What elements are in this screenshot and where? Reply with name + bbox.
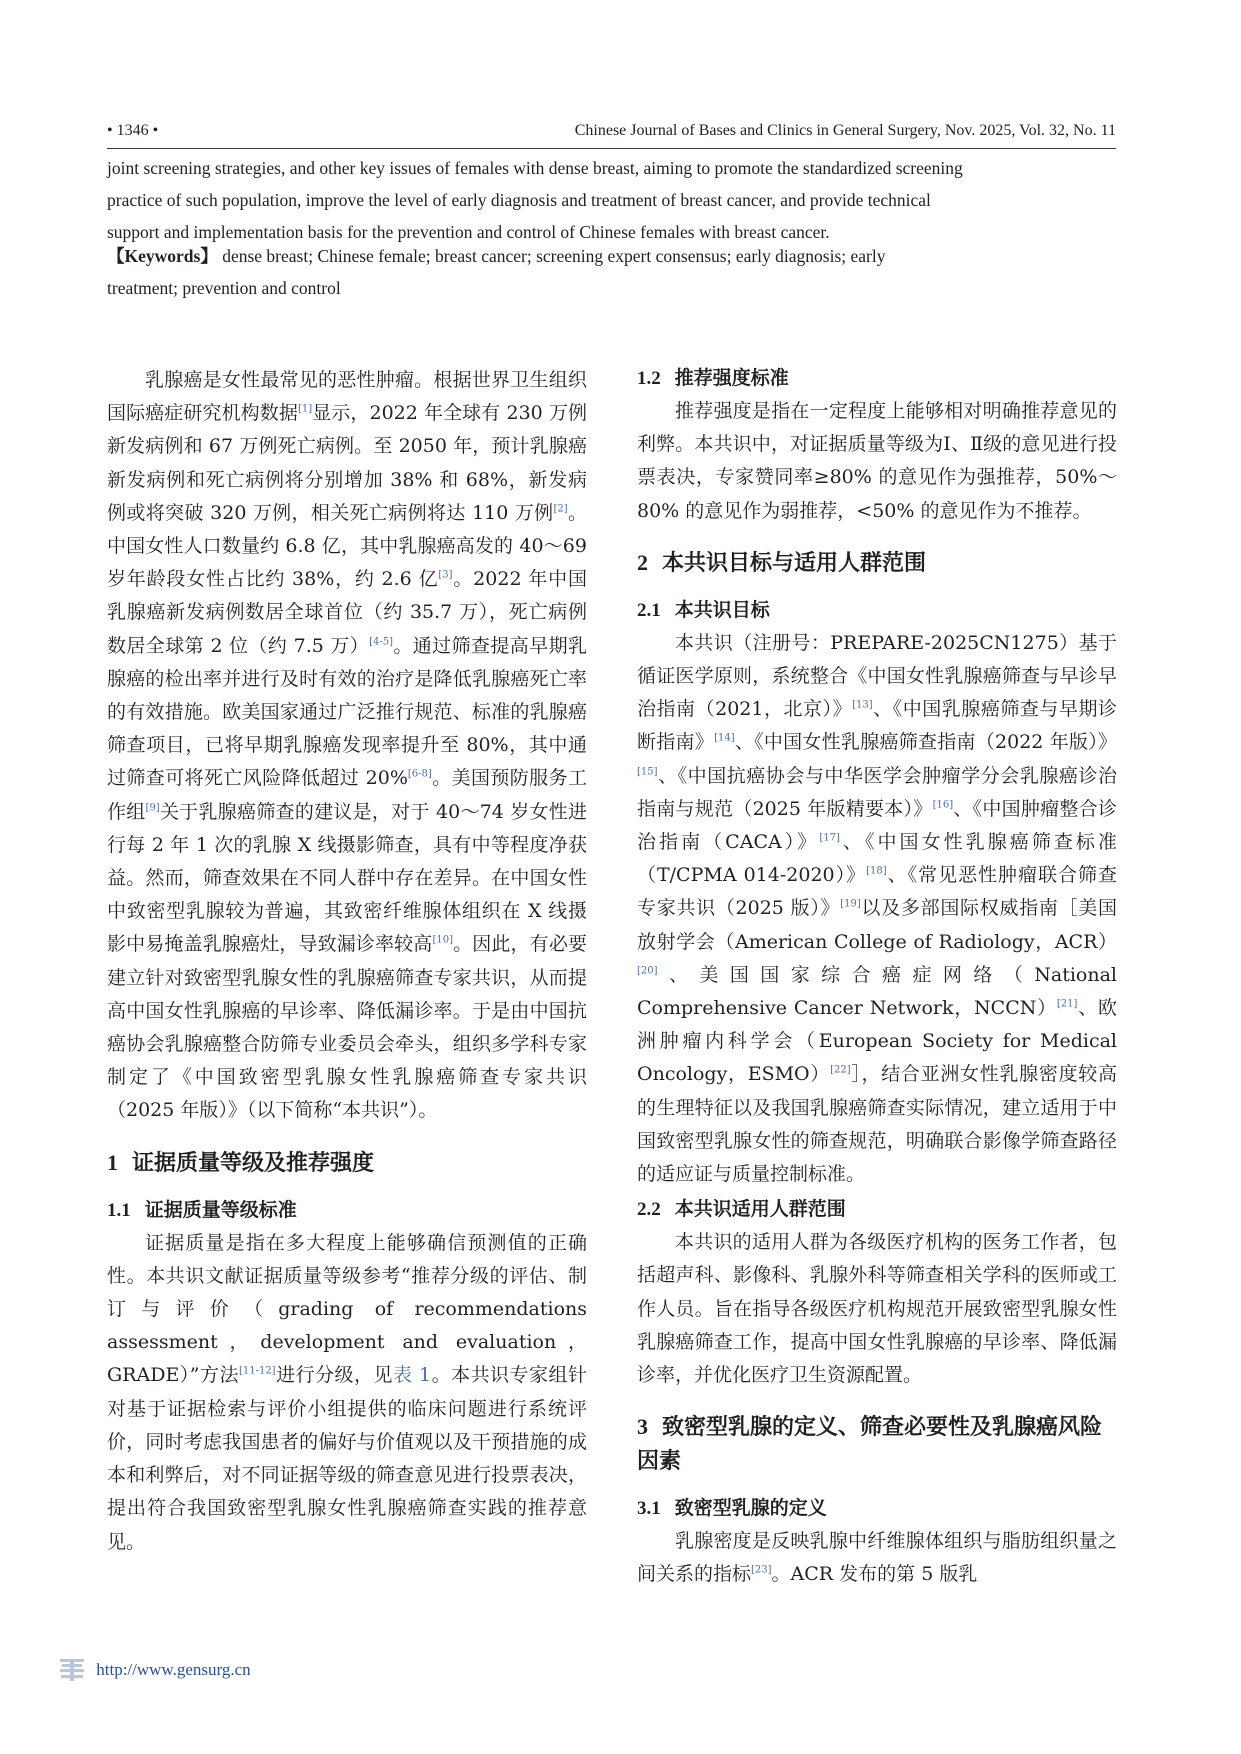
body-paragraph [637,1226,1117,1392]
body-text: 、《中国乳腺癌筛查与早期诊断指南》 [637,698,1117,754]
citation-ref[interactable]: [17] [819,832,840,844]
abstract-line: support and implementation basis for the prevention and control of Chinese females with breast cancer. [107,222,830,242]
body-paragraph [107,364,587,1128]
body-text: 本共识（注册号：PREPARE-2025CN1275）基于循证医学原则，系统整合《中国女性乳腺癌筛查与早诊早治指南（2021，北京）》 [637,631,1117,721]
section-title: 致密型乳腺的定义、筛查必要性及乳腺癌风险因素 [637,1414,1103,1475]
body-text: 、《中国抗癌协会与中华医学会肿瘤学分会乳腺癌诊治指南与规范（2025 年版精要本）》 [637,764,1117,820]
citation-ref[interactable]: [13] [852,699,873,711]
right-column [637,362,1117,1592]
citation-ref[interactable]: [23] [751,1565,772,1577]
body-text: 。ACR 发布的第 5 版乳 [771,1563,978,1586]
citation-ref[interactable]: [14] [714,733,735,745]
citation-ref[interactable]: [3] [438,569,453,581]
body-text: 。因此，有必要建立针对致密型乳腺女性的乳腺癌筛查专家共识，从而提高中国女性乳腺癌的早诊率、降低漏诊率。于是由中国抗癌协会乳腺癌整合防筛专业委员会牵头，组织多学科专家制定了《中国致密型乳腺女性乳腺癌筛查专家共识（2025 年版）》（以下简称“本共识”）。 [107,933,587,1122]
section-heading [637,546,1117,580]
left-column [107,364,587,1559]
subsection-title: 证据质量等级标准 [144,1198,297,1221]
section-title: 证据质量等级及推荐强度 [132,1149,375,1176]
body-text: 、欧洲肿瘤内科学会（European Society for Medical Oncology，ESMO） [637,997,1117,1086]
citation-ref[interactable]: [6-8] [407,769,432,781]
subsection-number: 1.1 [107,1199,131,1221]
keywords [107,240,1117,304]
table-link[interactable]: 表 1 [393,1364,432,1387]
citation-ref[interactable]: [1] [297,403,313,415]
citation-ref[interactable]: [9] [145,802,160,814]
body-paragraph [637,627,1117,1191]
citation-ref[interactable]: [19] [840,899,861,911]
abstract-tail [107,152,1117,248]
running-header [107,118,1116,149]
subsection-heading [637,362,1117,395]
body-paragraph [637,1525,1117,1591]
body-text: ］，结合亚洲女性乳腺密度较高的生理特征以及我国乳腺癌筛查实际情况，建立适用于中国致密型乳腺女性的筛查规范，明确联合影像学筛查路径的适应证与质量控制标准。 [637,1063,1117,1186]
journal-citation: Chinese Journal of Bases and Clinics in General Surgery, Nov. 2025, Vol. 32, No. 11 [574,122,1116,139]
page-number: • 1346 • [107,122,159,139]
body-text: 。本共识专家组针对基于证据检索与评价小组提供的临床问题进行系统评价，同时考虑我国患者的偏好与价值观以及干预措施的成本和利弊后，对不同证据等级的筛查意见进行投票表决，提出符合我国致密型乳腺女性乳腺癌筛查实践的推荐意见。 [107,1364,587,1553]
subsection-heading [107,1194,587,1227]
subsection-title: 本共识适用人群范围 [674,1198,846,1221]
body-text: 。2022 年中国乳腺癌新发病例数居全球首位（约 35.7 万），死亡病例数居全球第 2 位（约 7.5 万） [107,568,587,657]
section-number: 1 [107,1149,118,1175]
keywords-text: dense breast; Chinese female; breast cancer; screening expert consensus; early diagnosis; early [217,246,886,266]
body-text: 以及多部国际权威指南［美国放射学会（American College of Radiology，ACR） [637,897,1117,953]
body-text: 证据质量是指在多大程度上能够确信预测值的正确性。本共识文献证据质量等级参考“推荐分级的评估、制订与评价（grading of recommendations assessment，development and evaluation，GRADE）”方法 [107,1231,587,1387]
keywords-label: 【Keywords】 [107,246,218,266]
section-number: 2 [637,549,648,575]
body-text: 。通过筛查提高早期乳腺癌的检出率并进行及时有效的治疗是降低乳腺癌死亡率的有效措施。欧美国家通过广泛推行规范、标准的乳腺癌筛查项目，已将早期乳腺癌发现率提升至 80%，其中通过筛查可将死亡风险降低超过 20% [107,634,587,790]
body-paragraph [107,1227,587,1559]
keywords-line: treatment; prevention and control [107,278,341,298]
body-text: 、美国国家综合癌症网络（National Comprehensive Cancer Network，NCCN） [637,963,1117,1020]
journal-url-link[interactable]: http://www.gensurg.cn [96,1660,251,1679]
subsection-title: 推荐强度标准 [674,367,789,389]
abstract-line: joint screening strategies, and other key issues of females with dense breast, aiming to promote the standardized screening [107,158,963,178]
body-text: 、《常见恶性肿瘤联合筛查专家共识（2025 版）》 [637,864,1117,920]
citation-ref[interactable]: [4-5] [369,636,393,648]
citation-ref[interactable]: [18] [866,865,887,877]
body-text: 。中国女性人口数量约 6.8 亿，其中乳腺癌高发的 40～69 岁年龄段女性占比约 38%，约 2.6 亿 [107,501,587,591]
body-text: 推荐强度是指在一定程度上能够相对明确推荐意见的利弊。本共识中，对证据质量等级为Ⅰ、Ⅱ级的意见进行投票表决，专家赞同率≥80% 的意见作为强推荐，50%～80% 的意见作为弱推荐，<50% 的意见作为不推荐。 [637,400,1117,522]
citation-ref[interactable]: [20] [637,965,658,977]
body-text: 进行分级，见 [275,1364,393,1387]
body-text: 、《中国肿瘤整合诊治指南（CACA）》 [637,797,1117,854]
body-text: 乳腺癌是女性最常见的恶性肿瘤。根据世界卫生组织国际癌症研究机构数据 [107,369,587,425]
abstract-line: practice of such population, improve the level of early diagnosis and treatment of breast cancer, and provide technical [107,190,931,210]
subsection-number: 1.2 [637,368,661,389]
body-paragraph [637,395,1117,528]
body-text: 、《中国女性乳腺癌筛查标准（T/CPMA 014-2020）》 [637,831,1117,887]
subsection-title: 本共识目标 [674,598,770,621]
body-text: 、《中国女性乳腺癌筛查指南（2022 年版）》 [734,731,1117,754]
body-text: 。美国预防服务工作组 [107,767,587,823]
subsection-number: 3.1 [637,1498,661,1520]
citation-ref[interactable]: [15] [637,766,658,778]
subsection-number: 2.2 [637,1199,661,1221]
body-text: 乳腺密度是反映乳腺中纤维腺体组织与脂肪组织量之间关系的指标 [637,1530,1117,1586]
citation-ref[interactable]: [22] [830,1065,851,1077]
citation-ref[interactable]: [2] [553,503,568,515]
section-title: 本共识目标与适用人群范围 [662,549,927,576]
citation-ref[interactable]: [16] [932,799,954,811]
subsection-heading [637,594,1117,627]
subsection-number: 2.1 [637,599,661,621]
subsection-title: 致密型乳腺的定义 [674,1497,827,1520]
body-text: 显示，2022 年全球有 230 万例新发病例和 67 万例死亡病例。至 2050 年，预计乳腺癌新发病例和死亡病例将分别增加 38% 和 68%，新发病例或将突破 320 万例，相关死亡病例将达 110 万例 [107,402,587,524]
section-heading [637,1410,1117,1478]
page-footer [58,1656,251,1684]
keywords-line [107,240,1117,272]
body-text: 关于乳腺癌筛查的建议是，对于 40～74 岁女性进行每 2 年 1 次的乳腺 X 线摄影筛查，具有中等程度净获益。然而，筛查效果在不同人群中存在差异。在中国女性中致密型乳腺较为普遍，其致密纤维腺体组织在 X 线摄影中易掩盖乳腺癌灶，导致漏诊率较高 [107,800,587,956]
journal-logo-icon [58,1656,86,1684]
body-text: 本共识的适用人群为各级医疗机构的医务工作者，包括超声科、影像科、乳腺外科等筛查相关学科的医师或工作人员。旨在指导各级医疗机构规范开展致密型乳腺女性乳腺癌筛查工作，提高中国女性乳腺癌的早诊率、降低漏诊率，并优化医疗卫生资源配置。 [637,1231,1117,1387]
subsection-heading [637,1492,1117,1525]
citation-ref[interactable]: [21] [1056,998,1078,1010]
citation-ref[interactable]: [11-12] [238,1366,276,1378]
section-heading [107,1146,587,1180]
section-number: 3 [637,1414,648,1440]
citation-ref[interactable]: [10] [432,935,453,947]
subsection-heading [637,1193,1117,1226]
